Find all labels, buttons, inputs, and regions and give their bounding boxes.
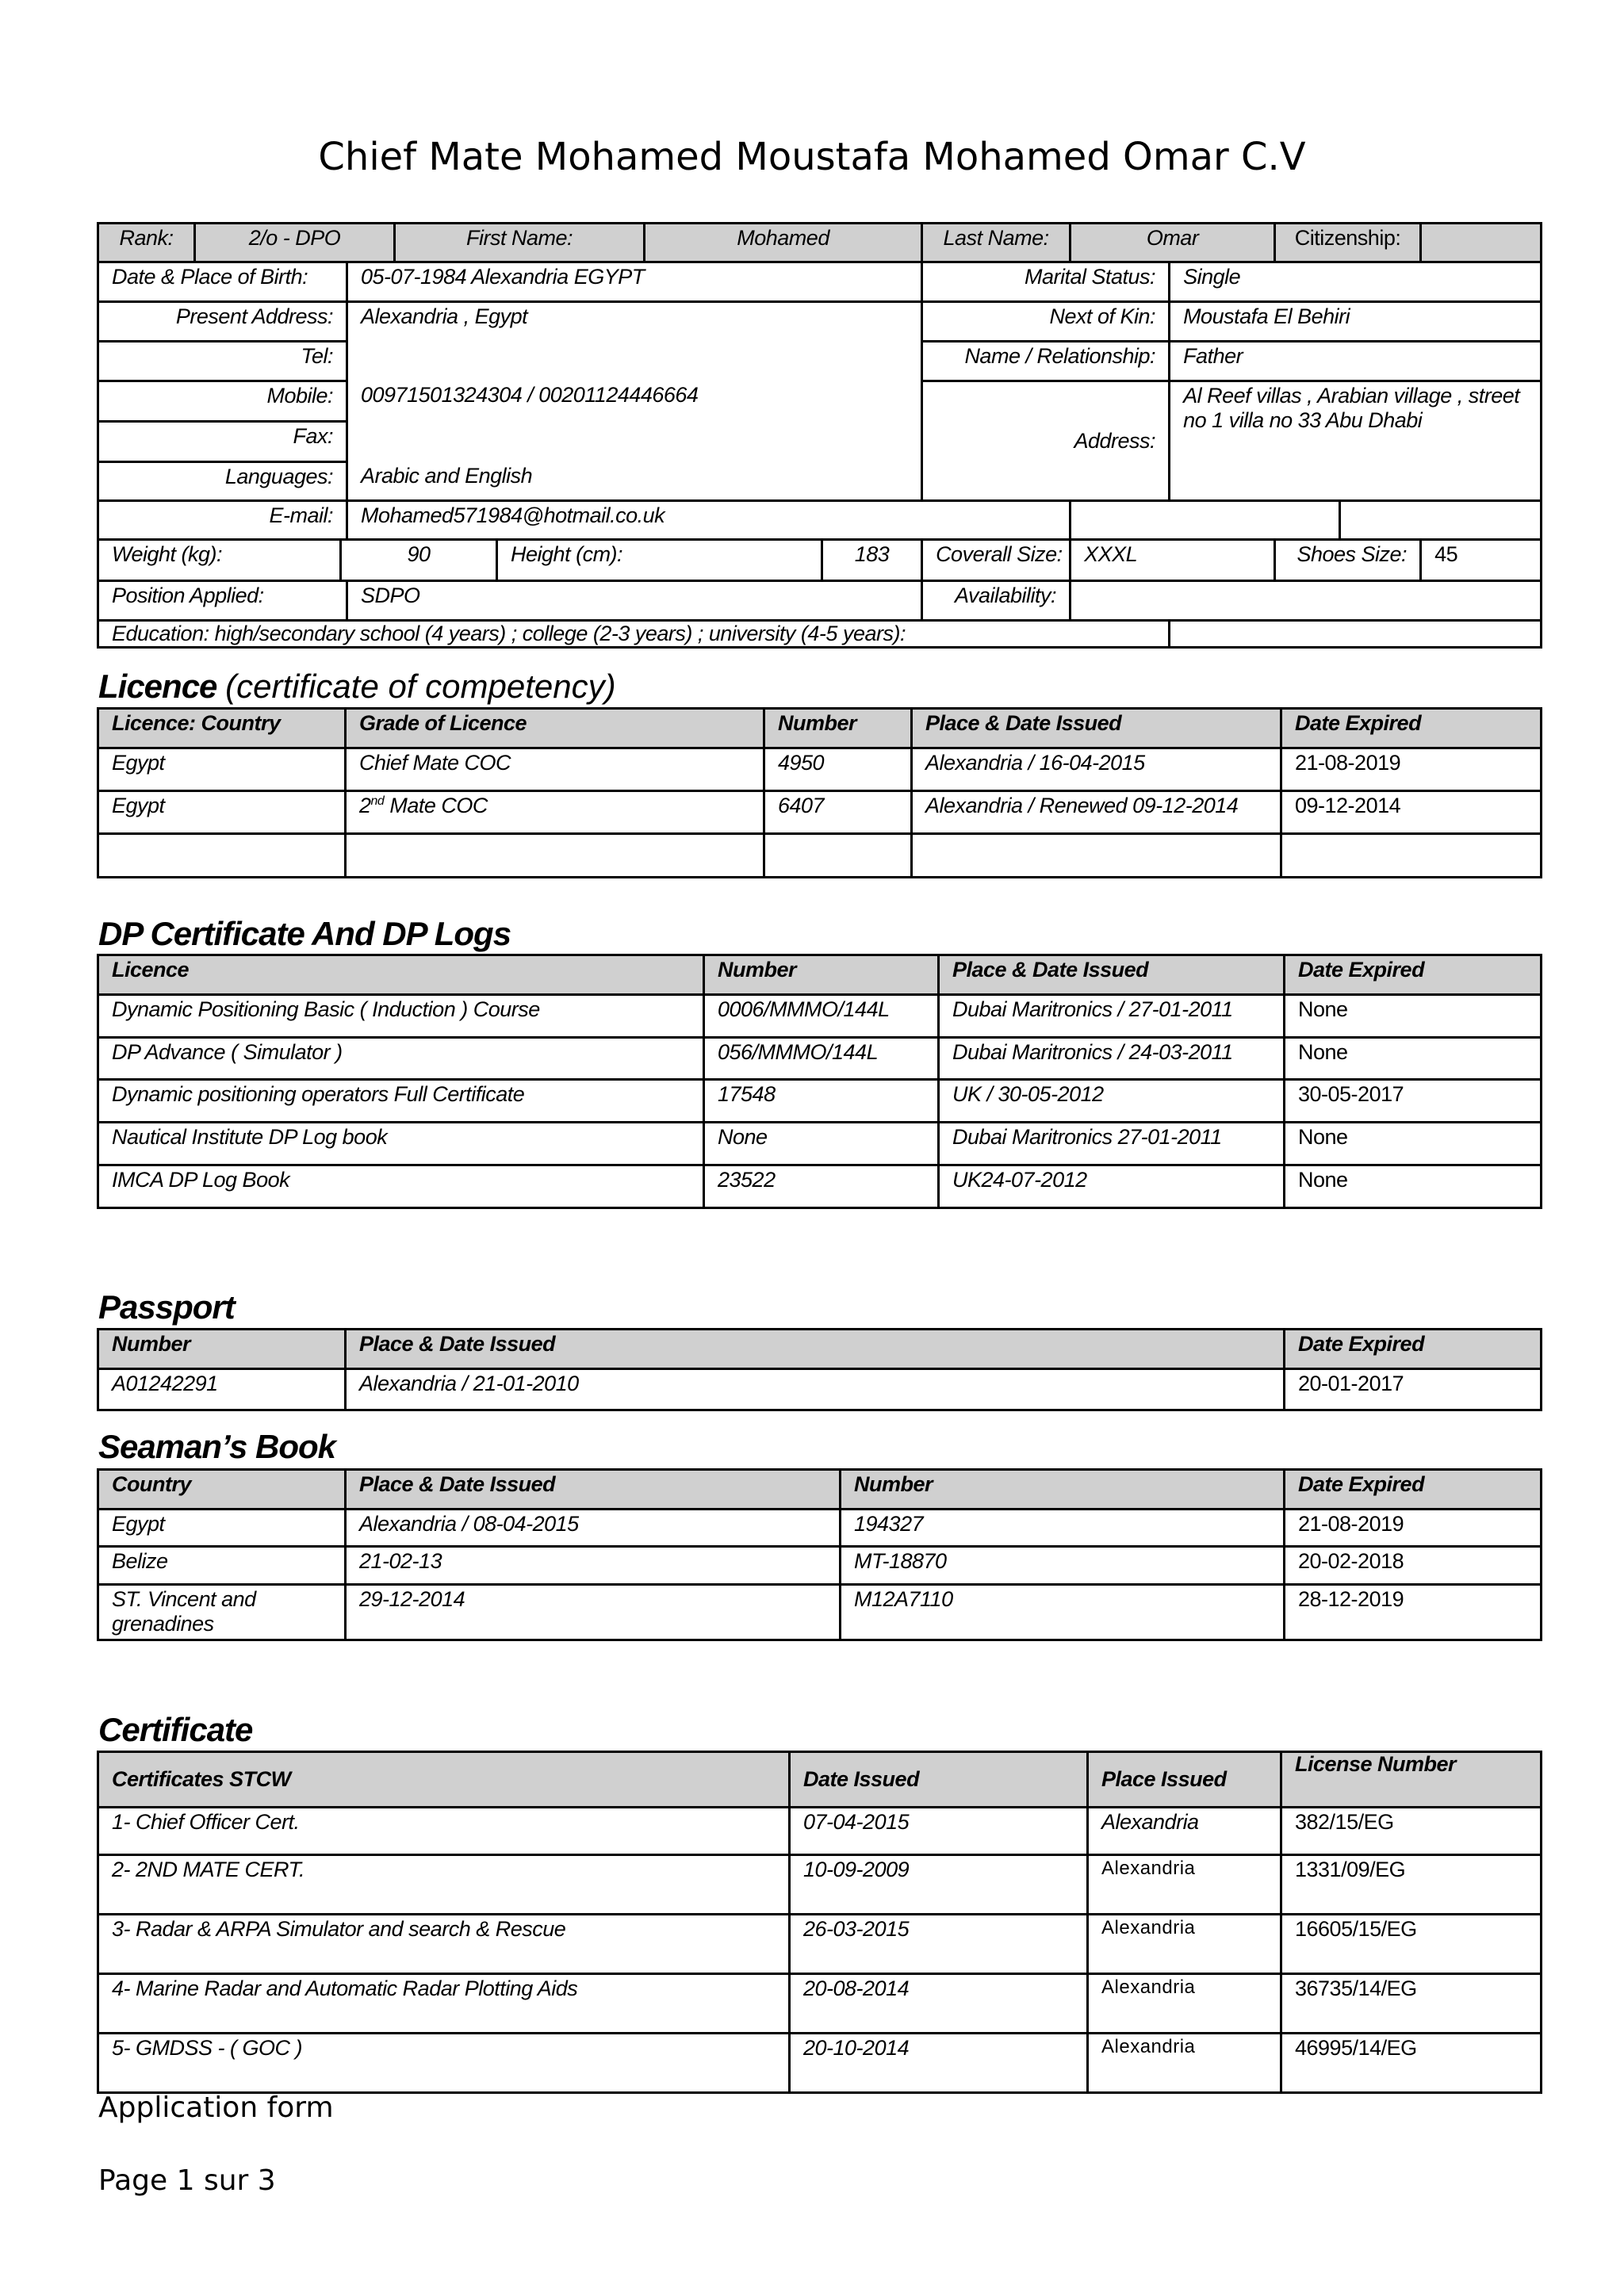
cert-date: 07-04-2015 (790, 1808, 1088, 1855)
citizenship-value (1421, 224, 1542, 262)
table-row (98, 1123, 1542, 1165)
licence-place: Alexandria / 16-04-2015 (912, 748, 1281, 791)
mobile-label: Mobile: (98, 381, 347, 422)
table-row (98, 1165, 1542, 1208)
shoes-label: Shoes Size: (1275, 540, 1421, 581)
dp-licence: DP Advance ( Simulator ) (98, 1038, 704, 1080)
weight-value: 90 (341, 540, 497, 581)
passport-header-number: Number (98, 1330, 346, 1369)
tel-value (347, 342, 922, 381)
seaman-header-number: Number (841, 1470, 1285, 1510)
table-row (98, 1585, 1542, 1640)
dp-licence: Dynamic positioning operators Full Certificate (98, 1080, 704, 1123)
last-name-value: Omar (1071, 224, 1275, 262)
seaman-place: 21-02-13 (346, 1547, 841, 1585)
cert-place: Alexandria (1088, 1855, 1281, 1915)
licence-table (97, 707, 1542, 878)
languages-label: Languages: (98, 462, 347, 501)
licence-grade: Chief Mate COC (346, 748, 764, 791)
dp-expired: None (1285, 1123, 1542, 1165)
cert-place: Alexandria (1088, 2034, 1281, 2093)
cert-number: 382/15/EG (1281, 1808, 1542, 1855)
seaman-country: Belize (98, 1547, 346, 1585)
licence-heading-sub: (certificate of competency) (225, 668, 616, 705)
kin-address-value: Al Reef villas , Arabian village , street no 1 villa no 33 Abu Dhabi (1170, 381, 1542, 501)
table-row (98, 1038, 1542, 1080)
height-label: Height (cm): (497, 540, 822, 581)
email-value: Mohamed571984@hotmail.co.uk (347, 501, 1071, 540)
seaman-number: MT-18870 (841, 1547, 1285, 1585)
dp-number: 17548 (704, 1080, 939, 1123)
seaman-place: 29-12-2014 (346, 1585, 841, 1640)
tel-label: Tel: (98, 342, 347, 381)
email-extra-cell (1071, 501, 1340, 540)
dob-label: Date & Place of Birth: (98, 262, 347, 302)
position-label: Position Applied: (98, 581, 347, 621)
seaman-place: Alexandria / 08-04-2015 (346, 1510, 841, 1547)
cert-date: 20-08-2014 (790, 1974, 1088, 2034)
cert-name: 1- Chief Officer Cert. (98, 1808, 790, 1855)
email-extra-cell-2 (1340, 501, 1542, 540)
seaman-number: 194327 (841, 1510, 1285, 1547)
table-row (98, 1369, 1542, 1410)
table-row (98, 2034, 1542, 2093)
empty-cell (1281, 834, 1542, 878)
cert-place: Alexandria (1088, 1808, 1281, 1855)
languages-value: Arabic and English (347, 462, 922, 501)
licence-country: Egypt (98, 791, 346, 834)
licence-number: 4950 (764, 748, 912, 791)
rank-label: Rank: (98, 224, 195, 262)
kin-address-label: Address: (922, 381, 1170, 501)
page-title: Chief Mate Mohamed Moustafa Mohamed Omar C.V (318, 135, 1306, 179)
cert-header-place: Place Issued (1088, 1752, 1281, 1808)
email-label: E-mail: (98, 501, 347, 540)
dp-expired: None (1285, 1038, 1542, 1080)
passport-table (97, 1328, 1542, 1411)
cert-date: 10-09-2009 (790, 1855, 1088, 1915)
present-address-value: Alexandria , Egypt (347, 302, 922, 342)
empty-cell (346, 834, 764, 878)
seaman-country: Egypt (98, 1510, 346, 1547)
licence-place: Alexandria / Renewed 09-12-2014 (912, 791, 1281, 834)
position-value: SDPO (347, 581, 922, 621)
mobile-value: 00971501324304 / 00201124446664 (347, 381, 922, 422)
education-label: Education: high/secondary school (4 years) ; college (2-3 years) ; university (4-5 years): (98, 621, 1170, 648)
licence-header-number: Number (764, 709, 912, 748)
availability-value (1071, 581, 1542, 621)
licence-grade-post: Mate COC (384, 794, 488, 817)
table-row (98, 1974, 1542, 2034)
seaman-number: M12A7110 (841, 1585, 1285, 1640)
passport-place: Alexandria / 21-01-2010 (346, 1369, 1285, 1410)
dp-number: 23522 (704, 1165, 939, 1208)
education-value (1170, 621, 1542, 648)
kin-value: Moustafa El Behiri (1170, 302, 1542, 342)
seaman-expired: 21-08-2019 (1285, 1510, 1542, 1547)
cert-header-date: Date Issued (790, 1752, 1088, 1808)
table-row (98, 834, 1542, 878)
coverall-value: XXXL (1071, 540, 1275, 581)
first-name-label: First Name: (395, 224, 645, 262)
marital-label: Marital Status: (922, 262, 1170, 302)
passport-header-place: Place & Date Issued (346, 1330, 1285, 1369)
cert-header-number: License Number (1281, 1752, 1542, 1808)
cert-number: 36735/14/EG (1281, 1974, 1542, 2034)
cert-number: 1331/09/EG (1281, 1855, 1542, 1915)
dp-header-place: Place & Date Issued (939, 955, 1285, 995)
cert-date: 20-10-2014 (790, 2034, 1088, 2093)
seaman-header-place: Place & Date Issued (346, 1470, 841, 1510)
cert-place: Alexandria (1088, 1915, 1281, 1974)
seaman-expired: 20-02-2018 (1285, 1547, 1542, 1585)
passport-heading: Passport (98, 1288, 235, 1326)
empty-cell (764, 834, 912, 878)
dp-licence: IMCA DP Log Book (98, 1165, 704, 1208)
cert-place: Alexandria (1088, 1974, 1281, 2034)
dp-expired: None (1285, 995, 1542, 1038)
dp-place: Dubai Maritronics / 27-01-2011 (939, 995, 1285, 1038)
table-row (98, 1547, 1542, 1585)
coverall-label: Coverall Size: (922, 540, 1071, 581)
page-number: Page 1 sur 3 (98, 2164, 276, 2197)
dp-number: 056/MMMO/144L (704, 1038, 939, 1080)
seaman-expired: 28-12-2019 (1285, 1585, 1542, 1640)
cert-name: 5- GMDSS - ( GOC ) (98, 2034, 790, 2093)
seaman-header-country: Country (98, 1470, 346, 1510)
dp-number: None (704, 1123, 939, 1165)
licence-expired: 21-08-2019 (1281, 748, 1542, 791)
table-row (98, 791, 1542, 834)
table-row (98, 1855, 1542, 1915)
licence-country: Egypt (98, 748, 346, 791)
licence-header-expired: Date Expired (1281, 709, 1542, 748)
dp-place: UK24-07-2012 (939, 1165, 1285, 1208)
licence-heading-text: Licence (98, 668, 217, 705)
cert-name: 4- Marine Radar and Automatic Radar Plotting Aids (98, 1974, 790, 2034)
cert-date: 26-03-2015 (790, 1915, 1088, 1974)
cert-number: 16605/15/EG (1281, 1915, 1542, 1974)
rank-value: 2/o - DPO (195, 224, 395, 262)
licence-header-grade: Grade of Licence (346, 709, 764, 748)
table-row (98, 1915, 1542, 1974)
dp-licence: Nautical Institute DP Log book (98, 1123, 704, 1165)
footer-form-label: Application form (98, 2091, 334, 2124)
passport-number: A01242291 (98, 1369, 346, 1410)
passport-header-expired: Date Expired (1285, 1330, 1542, 1369)
dp-expired: None (1285, 1165, 1542, 1208)
relationship-label: Name / Relationship: (922, 342, 1170, 381)
dp-number: 0006/MMMO/144L (704, 995, 939, 1038)
cert-name: 2- 2ND MATE CERT. (98, 1855, 790, 1915)
dp-table (97, 954, 1542, 1209)
height-value: 183 (822, 540, 922, 581)
dp-header-number: Number (704, 955, 939, 995)
certificate-table (97, 1751, 1542, 2094)
first-name-value: Mohamed (645, 224, 922, 262)
shoes-value: 45 (1421, 540, 1542, 581)
seaman-country: ST. Vincent and grenadines (98, 1585, 346, 1640)
dob-value: 05-07-1984 Alexandria EGYPT (347, 262, 922, 302)
certificate-heading: Certificate (98, 1711, 253, 1748)
table-row (98, 995, 1542, 1038)
citizenship-label: Citizenship: (1275, 224, 1421, 262)
dp-heading: DP Certificate And DP Logs (98, 915, 511, 952)
dp-header-expired: Date Expired (1285, 955, 1542, 995)
empty-cell (912, 834, 1281, 878)
table-row (98, 1080, 1542, 1123)
last-name-label: Last Name: (922, 224, 1071, 262)
cert-header-stcw: Certificates STCW (98, 1752, 790, 1808)
table-row (98, 1808, 1542, 1855)
fax-value (347, 422, 922, 462)
dp-place: UK / 30-05-2012 (939, 1080, 1285, 1123)
kin-label: Next of Kin: (922, 302, 1170, 342)
licence-header-country: Licence: Country (98, 709, 346, 748)
personal-details-table (97, 222, 1542, 649)
dp-place: Dubai Maritronics / 24-03-2011 (939, 1038, 1285, 1080)
dp-expired: 30-05-2017 (1285, 1080, 1542, 1123)
seaman-book-heading: Seaman’s Book (98, 1428, 336, 1465)
weight-label: Weight (kg): (98, 540, 341, 581)
licence-expired: 09-12-2014 (1281, 791, 1542, 834)
licence-grade-sup: nd (370, 794, 385, 808)
empty-cell (98, 834, 346, 878)
licence-grade (346, 791, 764, 834)
seaman-book-table (97, 1468, 1542, 1641)
availability-label: Availability: (922, 581, 1071, 621)
seaman-header-expired: Date Expired (1285, 1470, 1542, 1510)
dp-licence: Dynamic Positioning Basic ( Induction ) Course (98, 995, 704, 1038)
table-row (98, 748, 1542, 791)
cert-number: 46995/14/EG (1281, 2034, 1542, 2093)
fax-label: Fax: (98, 422, 347, 462)
present-address-label: Present Address: (98, 302, 347, 342)
dp-place: Dubai Maritronics 27-01-2011 (939, 1123, 1285, 1165)
dp-header-licence: Licence (98, 955, 704, 995)
licence-heading (98, 668, 616, 706)
table-row (98, 1510, 1542, 1547)
marital-value: Single (1170, 262, 1542, 302)
passport-expired: 20-01-2017 (1285, 1369, 1542, 1410)
relationship-value: Father (1170, 342, 1542, 381)
cert-name: 3- Radar & ARPA Simulator and search & Rescue (98, 1915, 790, 1974)
licence-header-place: Place & Date Issued (912, 709, 1281, 748)
licence-grade-pre: 2 (359, 794, 371, 817)
licence-number: 6407 (764, 791, 912, 834)
